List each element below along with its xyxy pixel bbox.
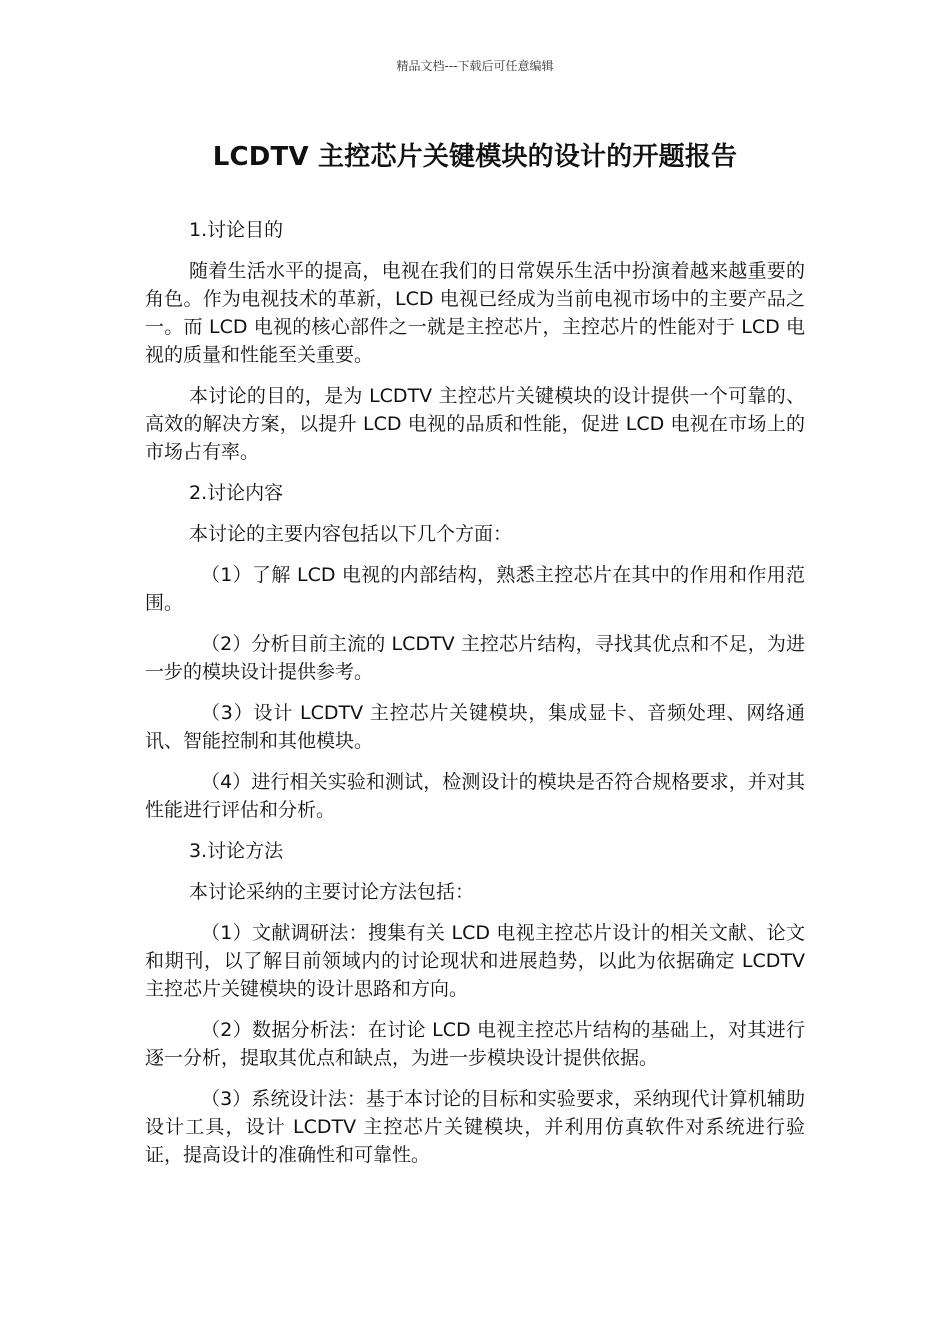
list-item: （3）设计 LCDTV 主控芯片关键模块，集成显卡、音频处理、网络通讯、智能控制和其他模块。 (145, 702, 805, 752)
document-title: LCDTV 主控芯片关键模块的设计的开题报告 (212, 142, 738, 172)
paragraph: 本讨论的主要内容包括以下几个方面： (189, 523, 513, 545)
paragraph: 随着生活水平的提高，电视在我们的日常娱乐生活中扮演着越来越重要的角色。作为电视技术的革新，LCD 电视已经成为当前电视市场中的主要产品之一。而 LCD 电视的核心部件之一就是主控芯片，主控芯片的性能对于 LCD 电视的质量和性能至关重要。 (145, 260, 805, 366)
list-item: （1）文献调研法：搜集有关 LCD 电视主控芯片设计的相关文献、论文和期刊，以了解目前领域内的讨论现状和进展趋势，以此为依据确定 LCDTV 主控芯片关键模块的设计思路和方向。 (145, 922, 805, 1000)
list-item: （1）了解 LCD 电视的内部结构，熟悉主控芯片在其中的作用和作用范围。 (145, 564, 805, 614)
paragraph: 本讨论采纳的主要讨论方法包括： (189, 881, 475, 903)
section-heading-method: 3.讨论方法 (189, 840, 284, 862)
document-body (145, 216, 805, 1182)
paragraph: 本讨论的目的，是为 LCDTV 主控芯片关键模块的设计提供一个可靠的、高效的解决方案，以提升 LCD 电视的品质和性能，促进 LCD 电视在市场上的市场占有率。 (145, 385, 805, 463)
page-header: 精品文档---下载后可任意编辑 (396, 59, 554, 73)
section-heading-content: 2.讨论内容 (189, 482, 284, 504)
list-item: （3）系统设计法：基于本讨论的目标和实验要求，采纳现代计算机辅助设计工具，设计 LCDTV 主控芯片关键模块，并利用仿真软件对系统进行验证，提高设计的准确性和可靠性。 (145, 1088, 805, 1166)
list-item: （4）进行相关实验和测试，检测设计的模块是否符合规格要求，并对其性能进行评估和分析。 (145, 771, 805, 821)
list-item: （2）分析目前主流的 LCDTV 主控芯片结构，寻找其优点和不足，为进一步的模块设计提供参考。 (145, 633, 805, 683)
section-heading-purpose: 1.讨论目的 (189, 219, 284, 241)
list-item: （2）数据分析法：在讨论 LCD 电视主控芯片结构的基础上，对其进行逐一分析，提取其优点和缺点，为进一步模块设计提供依据。 (145, 1019, 805, 1069)
